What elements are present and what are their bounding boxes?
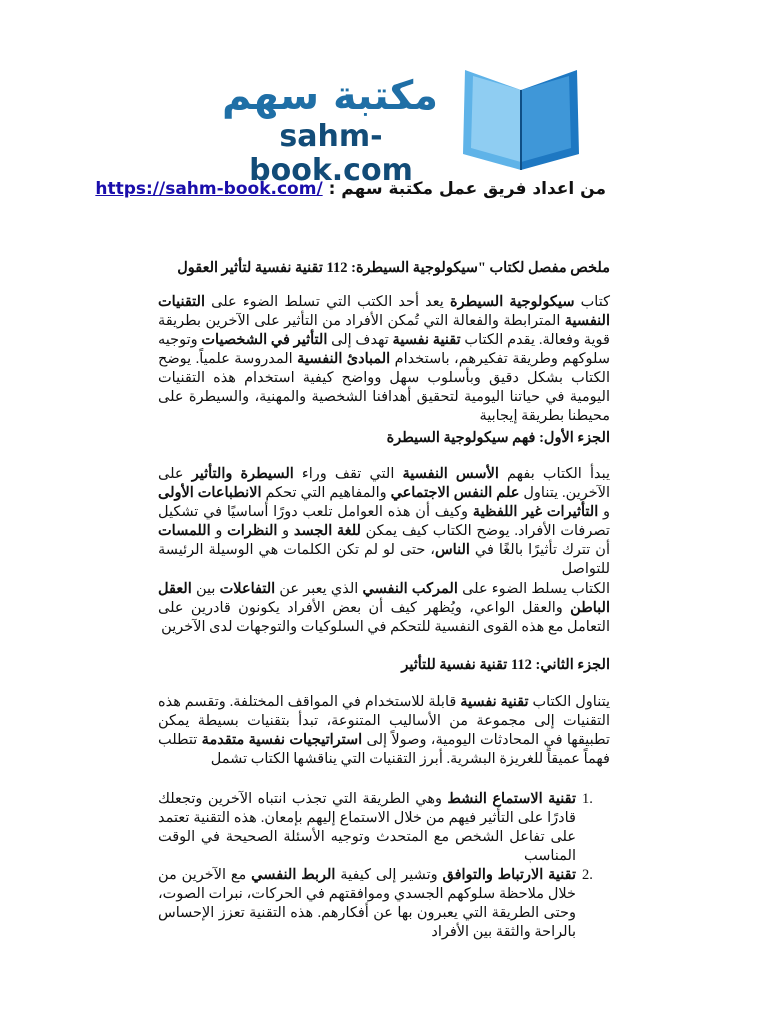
part2-heading: الجزء الثاني: 112 تقنية نفسية للتأثير — [401, 657, 610, 673]
credit-line — [95, 178, 606, 200]
techniques-list — [158, 790, 610, 942]
list-number: 1. — [582, 791, 593, 807]
credit-prefix: من اعداد فريق عمل مكتبة سهم : — [328, 179, 606, 199]
summary-title: ملخص مفصل لكتاب "سيكولوجية السيطرة: 112 تقنية نفسية لتأثير العقول — [177, 260, 610, 276]
part2-paragraph: يتناول الكتاب تقنية نفسية قابلة للاستخدام في المواقف المختلفة. وتقسم هذه التقنيات إلى مجموعة من الأساليب المتنوعة، تبدأ بتقنيات بسيطة يمكن تطبيقها في المحادثات اليومية، وصولاً إلى استراتيجيات نفسية متقدمة تتطلب فهماً عميقاً للغريزة البشرية. أبرز التقنيات التي يناقشها الكتاب تشمل — [158, 694, 611, 767]
sahm-book-logo — [205, 62, 585, 188]
intro-paragraph: كتاب سيكولوجية السيطرة يعد أحد الكتب التي تسلط الضوء على التقنيات النفسية المترابطة والفعالة التي تُمكن الأفراد من التأثير على الآخرين بطريقة قوية وفعالة. يقدم الكتاب تقنية نفسية تهدف إلى التأثير في الشخصيات وتوجيه سلوكهم وطريقة تفكيرهم، باستخدام المبادئ النفسية المدروسة علمياً. يوضح الكتاب بشكل دقيق وبأسلوب سهل وواضح كيفية استخدام هذه التقنيات اليومية في حياتنا اليومية لتحقيق أهدافنا الشخصية والمهنية، والسيطرة على محيطنا بطريقة إيجابية — [158, 294, 610, 424]
list-item: 1. تقنية الاستماع النشط وهي الطريقة التي تجذب انتباه الآخرين وتجعلك قادرًا على التأثير فيهم من خلال الاستماع إليهم بإمعان. هذه التقنية تعتمد على تفاعل الشخص مع المتحدث وتوجيه الأسئلة الصحيحة في الوقت المناسب — [158, 790, 610, 866]
logo-arabic-name: مكتبة سهم — [222, 73, 438, 119]
list-number: 2. — [582, 867, 593, 883]
logo-domain: sahm-book.com — [249, 119, 413, 188]
part1-paragraph-2: الكتاب يسلط الضوء على المركب النفسي الذي يعبر عن التفاعلات بين العقل الباطن والعقل الواعي، ويُظهر كيف أن بعض الأفراد يكونون قادرين على التعامل مع هذه القوى النفسية للتحكم في السلوكيات والتوجهات لدى الآخرين — [158, 581, 610, 635]
part1-paragraph-1: يبدأ الكتاب بفهم الأسس النفسية التي تقف وراء السيطرة والتأثير على الآخرين. يتناول علم النفس الاجتماعي والمفاهيم التي تحكم الانطباعات الأولى و التأثيرات غير اللفظية وكيف أن هذه العوامل تلعب دورًا أساسيًا في تشكيل تصرفات الأفراد. يوضح الكتاب كيف يمكن للغة الجسد و النظرات و اللمسات أن تترك تأثيرًا بالغًا في الناس، حتى لو لم تكن الكلمات هي الوسيلة الرئيسة للتواصل — [158, 466, 611, 577]
list-item: 2. تقنية الارتباط والتوافق وتشير إلى كيفية الربط النفسي مع الآخرين من خلال ملاحظة سلوكهم الجسدي وموافقتهم في الحركات، نبرات الصوت، وحتى الطريقة التي يعبرون بها عن أفكارهم. هذه التقنية تعزز الإحساس بالراحة والثقة بين الأفراد — [158, 866, 610, 942]
open-book-icon — [457, 62, 585, 174]
website-link[interactable]: https://sahm-book.com/ — [95, 179, 323, 199]
part1-heading: الجزء الأول: فهم سيكولوجية السيطرة — [386, 430, 610, 446]
